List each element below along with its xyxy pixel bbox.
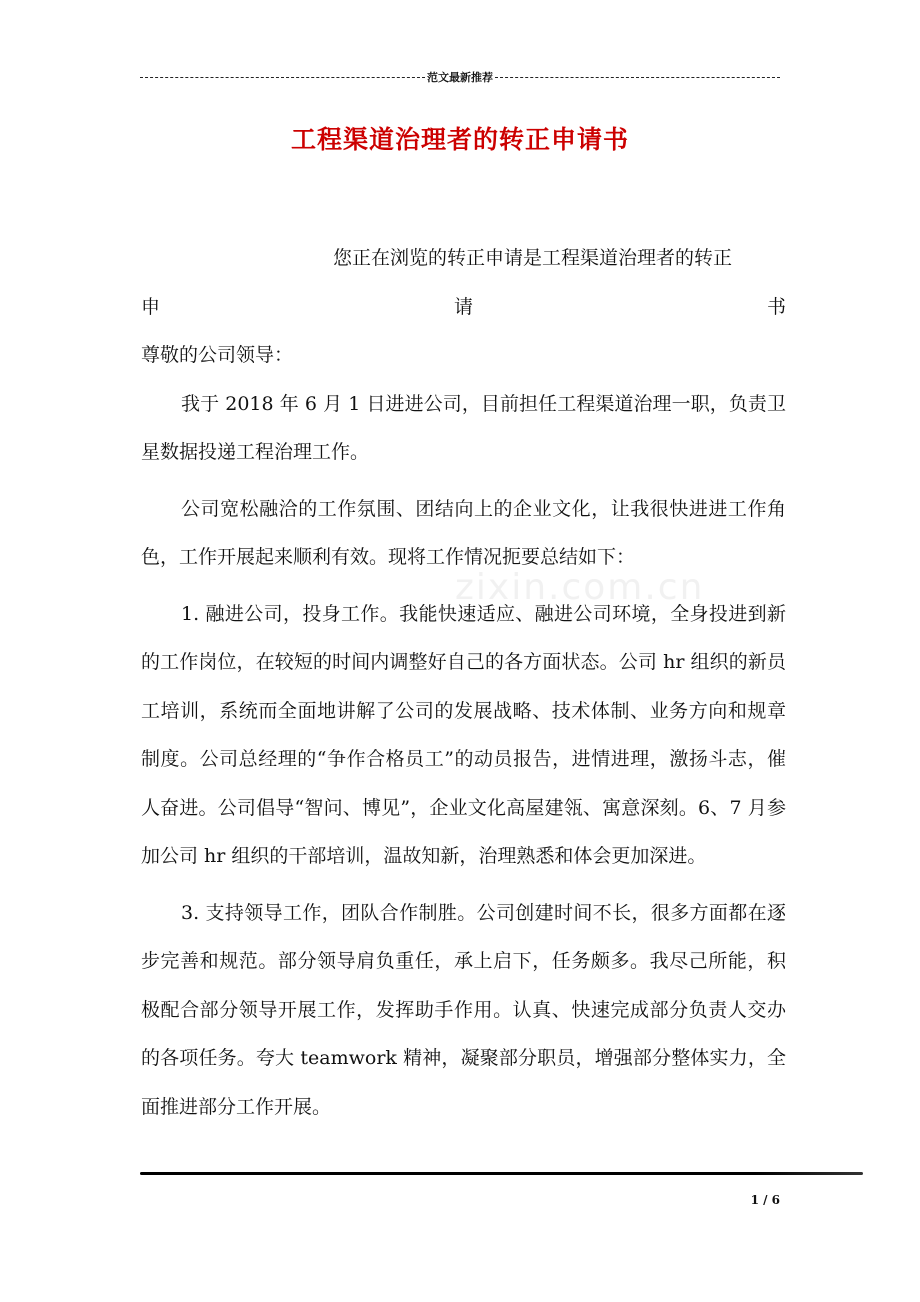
intro-spread-line	[141, 283, 786, 332]
intro-char: 请	[453, 295, 473, 318]
salutation: 尊敬的公司领导：	[141, 344, 294, 366]
document-body	[141, 234, 786, 1131]
watermark: zixin.com.cn	[455, 567, 705, 608]
paragraph: 1. 融进公司，投身工作。我能快速适应、融进公司环境，全身投进到新的工作岗位，在较短的时间内调整好自己的各方面状态。公司 hr 组织的新员工培训，系统而全面地讲解了公司的发展战略、技术体制、业务方向和规章制度。公司总经理的“争作合格员工”的动员报告，进情进理，激扬斗志，催人奋进。公司倡导“智问、博见”，企业文化高屋建瓴、寓意深刻。6、7 月参加公司 hr 组织的干部培训，温故知新，治理熟悉和体会更加深进。	[141, 602, 786, 867]
header-dash-right	[495, 77, 780, 78]
document-title: 工程渠道治理者的转正申请书	[290, 125, 629, 154]
paragraph: 公司宽松融洽的工作氛围、团结向上的企业文化，让我很快进进工作角色，工作开展起来顺利有效。现将工作情况扼要总结如下：	[141, 497, 786, 568]
intro-line: 您正在浏览的转正申请是工程渠道治理者的转正	[333, 247, 733, 269]
page-number: 1 / 6	[750, 1193, 780, 1207]
page-header	[140, 66, 780, 88]
paragraph: 3. 支持领导工作，团队合作制胜。公司创建时间不长，很多方面都在逐步完善和规范。部分领导肩负重任，承上启下，任务颇多。我尽己所能，积极配合部分领导开展工作，发挥助手作用。认真、快速完成部分负责人交办的各项任务。夸大 teamwork 精神，凝聚部分职员，增强部分整体实力，全面推进部分工作开展。	[141, 901, 786, 1118]
header-label: 范文最新推荐	[427, 71, 493, 84]
header-dash-left	[140, 77, 425, 78]
intro-char: 书	[766, 295, 786, 318]
intro-char: 申	[141, 295, 161, 318]
footer-rule	[140, 1172, 863, 1175]
paragraph: 我于 2018 年 6 月 1 日进进公司，目前担任工程渠道治理一职，负责卫星数据投递工程治理工作。	[141, 392, 786, 463]
